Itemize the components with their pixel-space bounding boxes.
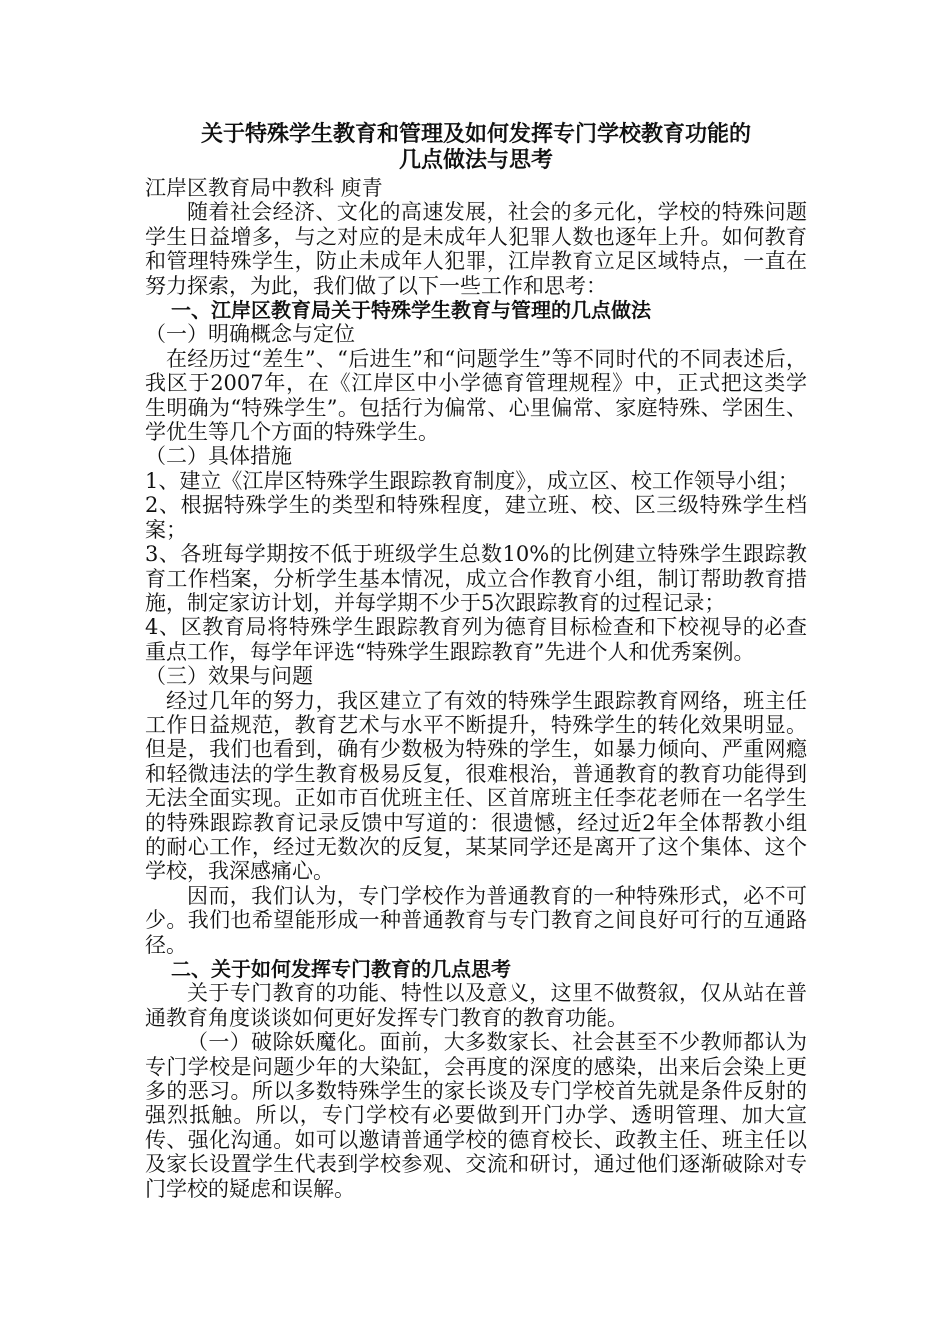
document-page — [145, 122, 807, 1201]
conclusion-paragraph: 因而，我们认为，专门学校作为普通教育的一种特殊形式，必不可少。我们也希望能形成一种普通教育与专门教育之间良好可行的互通路径。 — [145, 883, 807, 957]
measure-item-2: 2、根据特殊学生的类型和特殊程度，建立班、校、区三级特殊学生档案； — [145, 493, 807, 542]
subsection-1-title: （一）明确概念与定位 — [145, 322, 355, 347]
subsection-3-title: （三）效果与问题 — [145, 664, 313, 689]
title-line-2: 几点做法与思考 — [398, 148, 553, 173]
section-2-intro: 关于专门教育的功能、特性以及意义，这里不做赘叙，仅从站在普通教育角度谈谈如何更好发挥专门教育的教育功能。 — [145, 981, 807, 1030]
intro-paragraph: 随着社会经济、文化的高速发展，社会的多元化，学校的特殊问题学生日益增多，与之对应的是未成年人犯罪人数也逐年上升。如何教育和管理特殊学生，防止未成年人犯罪，江岸教育立足区域特点，一直在努力探索，为此，我们做了以下一些工作和思考： — [145, 200, 807, 298]
section-2-point-1: （一）破除妖魔化。面前，大多数家长、社会甚至不少教师都认为专门学校是问题少年的大染缸，会再度的深度的感染，出来后会染上更多的恶习。所以多数特殊学生的家长谈及专门学校首先就是条件反射的强烈抵触。所以，专门学校有必要做到开门办学、透明管理、加大宣传、强化沟通。如可以邀请普通学校的德育校长、政教主任、班主任以及家长设置学生代表到学校参观、交流和研讨，通过他们逐渐破除对专门学校的疑虑和误解。 — [145, 1030, 807, 1201]
subsection-3-text: 经过几年的努力，我区建立了有效的特殊学生跟踪教育网络，班主任工作日益规范，教育艺术与水平不断提升，特殊学生的转化效果明显。但是，我们也看到，确有少数极为特殊的学生，如暴力倾向、严重网瘾和轻微违法的学生教育极易反复，很难根治，普通教育的教育功能得到无法全面实现。正如市百优班主任、区首席班主任李花老师在一名学生的特殊跟踪教育记录反馈中写道的：很遗憾，经过近2年全体帮教小组的耐心工作，经过无数次的反复，某某同学还是离开了这个集体、这个学校，我深感痛心。 — [145, 688, 807, 884]
measure-item-1: 1、建立《江岸区特殊学生跟踪教育制度》，成立区、校工作领导小组； — [145, 468, 799, 493]
measure-item-3: 3、各班每学期按不低于班级学生总数10%的比例建立特殊学生跟踪教育工作档案，分析学生基本情况，成立合作教育小组，制订帮助教育措施，制定家访计划，并每学期不少于5次跟踪教育的过程记录； — [145, 542, 807, 615]
title-line-1: 关于特殊学生教育和管理及如何发挥专门学校教育功能的 — [200, 122, 751, 147]
author-line: 江岸区教育局中教科 庾青 — [145, 176, 383, 200]
section-2-heading: 二、关于如何发挥专门教育的几点思考 — [171, 957, 511, 981]
section-1-heading: 一、江岸区教育局关于特殊学生教育与管理的几点做法 — [171, 298, 651, 323]
measure-item-4: 4、区教育局将特殊学生跟踪教育列为德育目标检查和下校视导的必查重点工作，每学年评选“特殊学生跟踪教育”先进个人和优秀案例。 — [145, 615, 807, 664]
subsection-1-text: 在经历过“差生”、“后进生”和“问题学生”等不同时代的不同表述后，我区于2007年，在《江岸区中小学德育管理规程》中，正式把这类学生明确为“特殊学生”。包括行为偏常、心里偏常、家庭特殊、学困生、学优生等几个方面的特殊学生。 — [145, 346, 807, 445]
document-title — [145, 122, 807, 174]
subsection-2-title: （二）具体措施 — [145, 444, 292, 469]
